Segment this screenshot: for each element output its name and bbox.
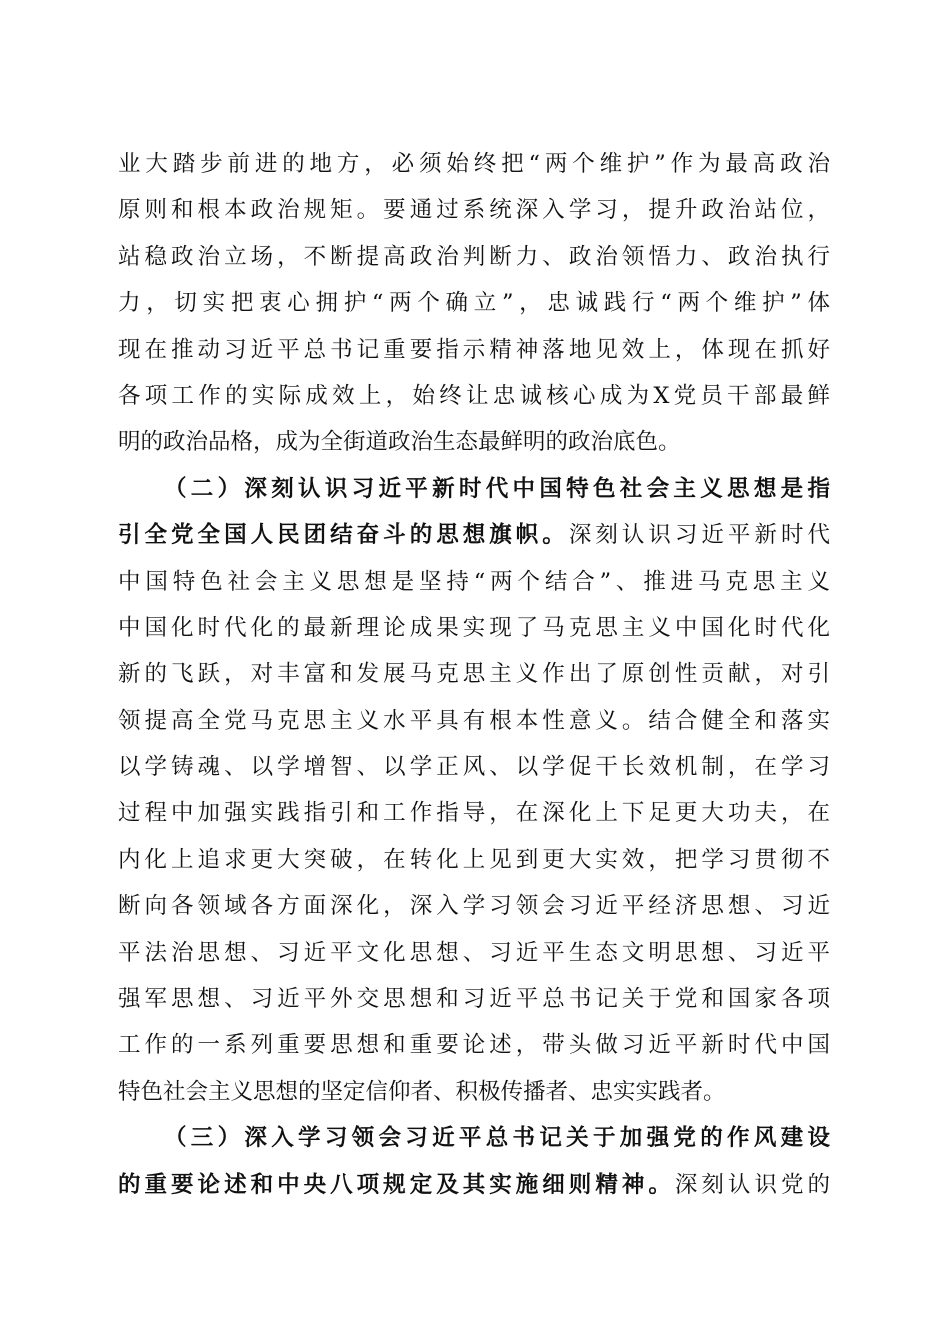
body-text: 中国特色社会主义思想是坚持“两个结合”、推进马克思主义 <box>118 568 830 595</box>
text-line <box>118 1162 830 1208</box>
body-text: 新的飞跃，对丰富和发展马克思主义作出了原创性贡献，对引 <box>118 661 830 688</box>
text-line <box>118 976 830 1022</box>
text-line <box>118 1115 830 1161</box>
text-line <box>118 280 830 326</box>
text-line <box>118 837 830 883</box>
text-line <box>118 141 830 187</box>
body-text: 工作的一系列重要思想和重要论述，带头做习近平新时代中国 <box>118 1032 830 1059</box>
body-text: 强军思想、习近平外交思想和习近平总书记关于党和国家各项 <box>118 986 830 1013</box>
text-line <box>118 744 830 790</box>
body-text: 断向各领域各方面深化，深入学习领会习近平经济思想、习近 <box>118 893 830 920</box>
body-text: 平法治思想、习近平文化思想、习近平生态文明思想、习近平 <box>118 939 830 966</box>
body-text: 特色社会主义思想的坚定信仰者、积极传播者、忠实实践者。 <box>118 1078 726 1105</box>
text-line <box>118 187 830 233</box>
body-text: 力，切实把衷心拥护“两个确立”，忠诚践行“两个维护”体 <box>118 290 830 317</box>
text-line <box>118 1069 830 1115</box>
body-text: 各项工作的实际成效上，始终让忠诚核心成为X党员干部最鲜 <box>118 382 830 409</box>
text-line <box>118 419 830 465</box>
text-line <box>118 790 830 836</box>
body-text: 领提高全党马克思主义水平具有根本性意义。结合健全和落实 <box>118 707 830 734</box>
text-line <box>118 327 830 373</box>
body-text: 明的政治品格，成为全街道政治生态最鲜明的政治底色。 <box>118 429 681 456</box>
heading-text: 引全党全国人民团结奋斗的思想旗帜。 <box>118 522 569 549</box>
body-text: 内化上追求更大突破，在转化上见到更大实效，把学习贯彻不 <box>118 846 830 873</box>
body-text: 过程中加强实践指引和工作指导，在深化上下足更大功夫，在 <box>118 800 830 827</box>
text-line <box>118 234 830 280</box>
body-text: 现在推动习近平总书记重要指示精神落地见效上，体现在抓好 <box>118 336 830 363</box>
document-body <box>118 141 830 1208</box>
text-line <box>118 605 830 651</box>
body-text: 原则和根本政治规矩。要通过系统深入学习，提升政治站位， <box>118 197 830 224</box>
heading-text: 的重要论述和中央八项规定及其实施细则精神。 <box>118 1171 675 1198</box>
text-line <box>118 698 830 744</box>
text-line <box>118 373 830 419</box>
heading-text: （二）深刻认识习近平新时代中国特色社会主义思想是指 <box>164 475 830 502</box>
body-text: 以学铸魂、以学增智、以学正风、以学促干长效机制，在学习 <box>118 754 830 781</box>
body-text: 深刻认识习近平新时代 <box>568 522 830 549</box>
text-line <box>118 466 830 512</box>
heading-text: （三）深入学习领会习近平总书记关于加强党的作风建设 <box>164 1125 830 1152</box>
text-line <box>118 1022 830 1068</box>
body-text: 深刻认识党的 <box>674 1171 830 1198</box>
text-line <box>118 512 830 558</box>
body-text: 站稳政治立场，不断提高政治判断力、政治领悟力、政治执行 <box>118 243 830 270</box>
text-line <box>118 883 830 929</box>
text-line <box>118 930 830 976</box>
body-text: 中国化时代化的最新理论成果实现了马克思主义中国化时代化 <box>118 614 830 641</box>
body-text: 业大踏步前进的地方，必须始终把“两个维护”作为最高政治 <box>118 151 830 177</box>
text-line <box>118 559 830 605</box>
text-line <box>118 651 830 697</box>
